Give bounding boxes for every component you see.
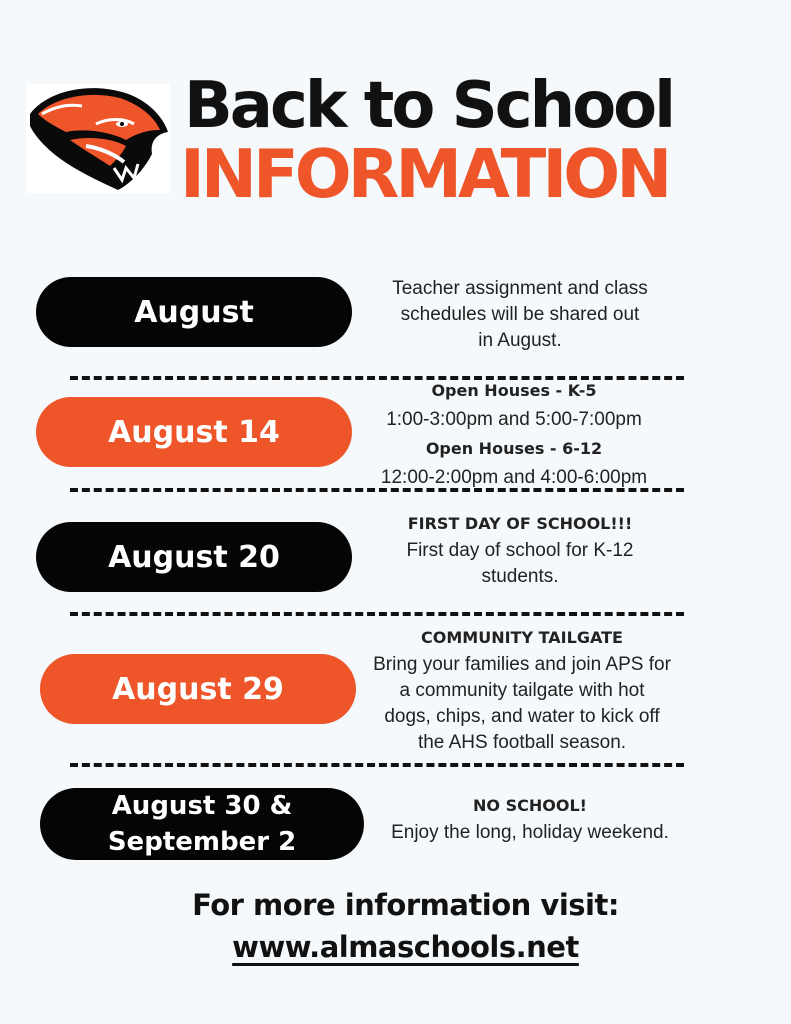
description-line: dogs, chips, and water to kick off (384, 706, 660, 727)
date-label: August 29 (112, 671, 284, 707)
date-label: August (134, 294, 254, 330)
event-heading: Open Houses - 6-12 (425, 439, 603, 458)
section-divider (70, 488, 684, 492)
event-heading: Open Houses - K-5 (431, 381, 597, 400)
date-label: August 14 (108, 414, 280, 450)
panther-head-icon (26, 84, 170, 193)
event-heading: COMMUNITY TAILGATE (421, 628, 623, 647)
event-heading: NO SCHOOL! (473, 796, 587, 815)
event-description-open-houses (352, 378, 676, 494)
school-logo (26, 84, 170, 193)
description-line: Teacher assignment and class (392, 278, 648, 299)
date-pill-august-30-september-2 (40, 788, 364, 860)
date-label: September 2 (107, 827, 297, 857)
event-heading: FIRST DAY OF SCHOOL!!! (407, 514, 633, 533)
description-line: Enjoy the long, holiday weekend. (391, 822, 669, 843)
section-divider (70, 612, 684, 616)
date-label: August 30 & (111, 791, 293, 821)
website-link[interactable]: www.almaschools.net (232, 930, 579, 964)
event-description-august (358, 276, 682, 354)
date-label: August 20 (108, 539, 280, 575)
event-description-tailgate (352, 624, 692, 756)
description-line: students. (481, 566, 559, 587)
description-line: schedules will be shared out (400, 304, 640, 325)
description-line: Bring your families and join APS for (373, 654, 671, 675)
date-pill-august (36, 277, 352, 347)
description-line: First day of school for K-12 (406, 540, 634, 561)
description-line: the AHS football season. (417, 732, 627, 753)
date-pill-august-14 (36, 397, 352, 467)
event-description-first-day (358, 510, 682, 590)
description-line: 12:00-2:00pm and 4:00-6:00pm (380, 467, 648, 488)
page-subtitle: INFORMATION (180, 135, 669, 213)
event-description-no-school (368, 792, 692, 846)
description-line: in August. (478, 330, 562, 351)
description-line: a community tailgate with hot (399, 680, 645, 701)
footer-link-container (0, 930, 791, 964)
date-pill-august-20 (36, 522, 352, 592)
page-title: Back to School (184, 69, 674, 143)
date-pill-august-29 (40, 654, 356, 724)
section-divider (70, 763, 684, 767)
footer-heading: For more information visit: (192, 888, 619, 922)
description-line: 1:00-3:00pm and 5:00-7:00pm (386, 409, 642, 430)
